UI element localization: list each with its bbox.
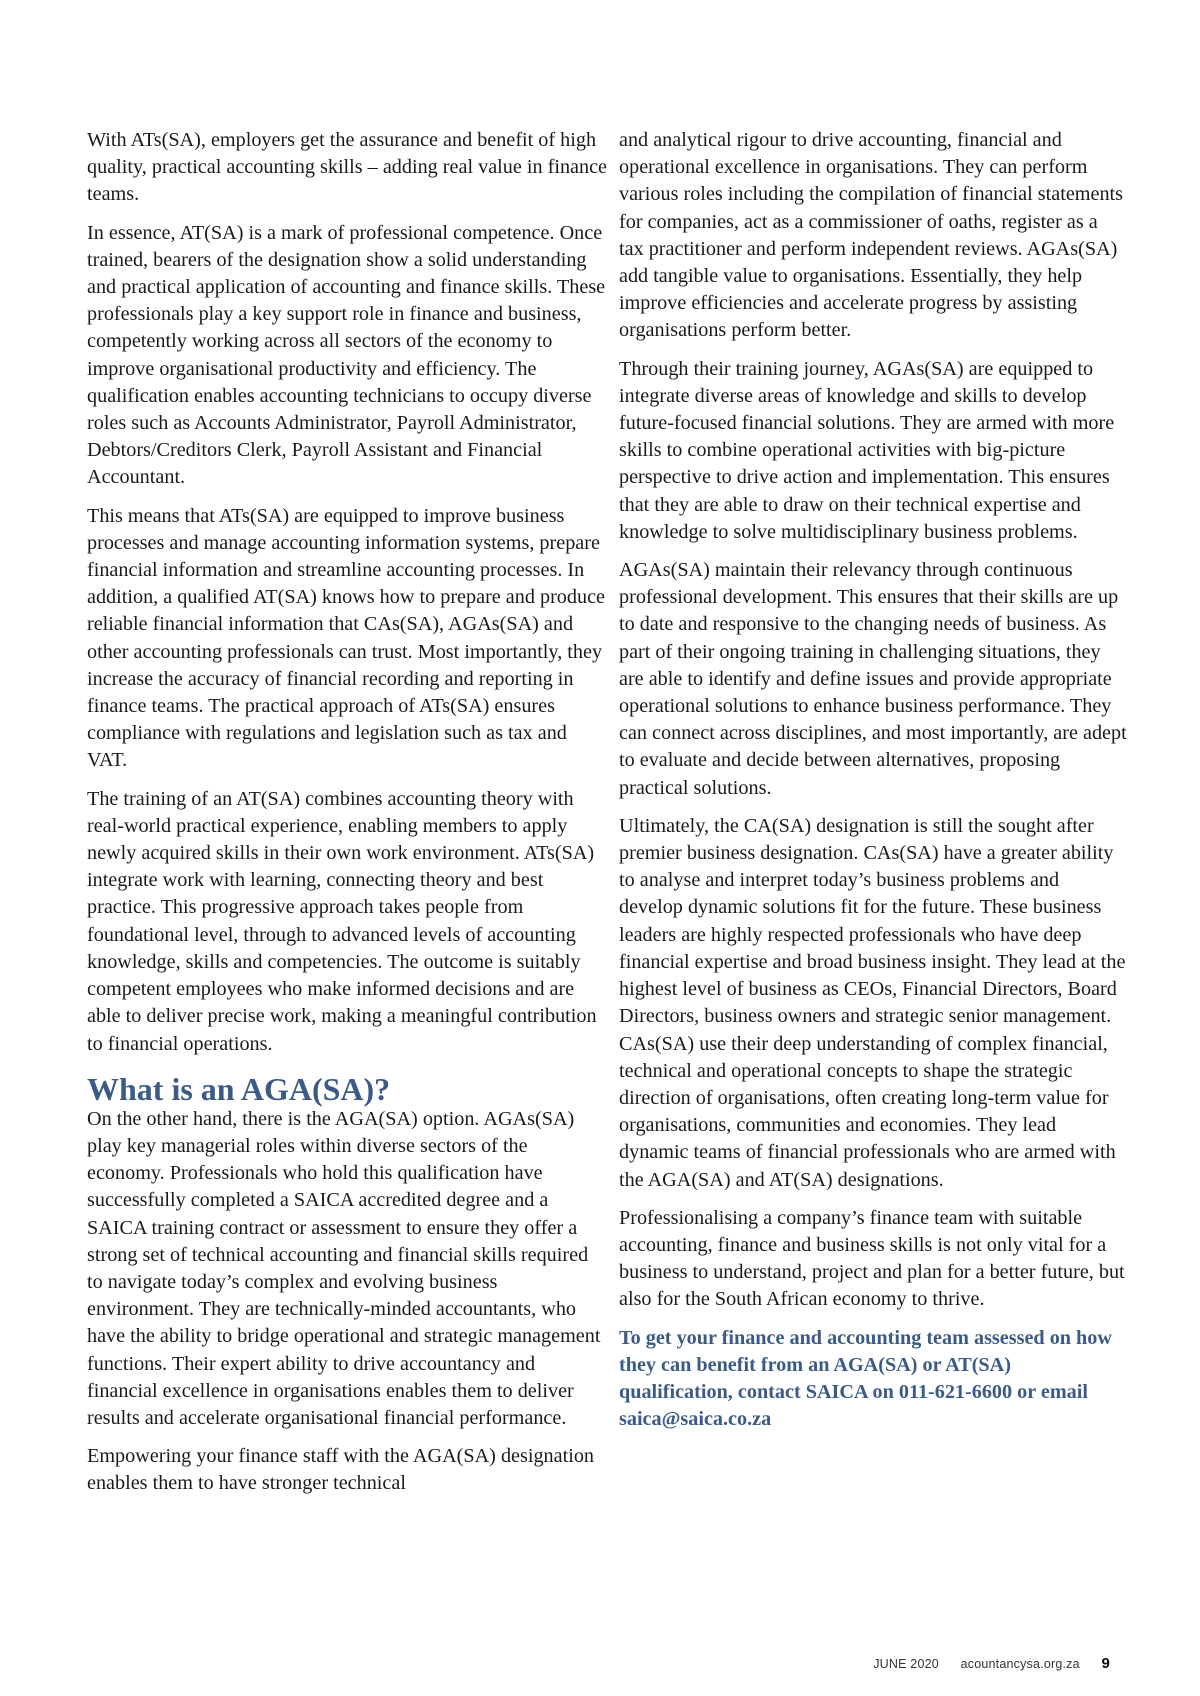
call-to-action: To get your finance and accounting team assessed on how they can benefit from an AGA(SA) or AT(SA) qualification, contact SAICA on 011-621-6600 or email saica@saica.co.za <box>619 1326 1112 1431</box>
paragraph: Professionalising a company’s finance team with suitable accounting, finance and business skills is not only vital for a business to understand, project and plan for a better future, but also for the South African economy to thrive. <box>619 1206 1125 1311</box>
website-link[interactable]: acountancysa.org.za <box>960 1657 1080 1671</box>
paragraph: AGAs(SA) maintain their relevancy through continuous professional development. This ensures that their skills are up to date and responsive to the changing needs of business. As part of their ongoing training in challenging situations, they are able to identify and define issues and provide appropriate operational solutions to enhance business performance. They can connect across disciplines, and most importantly, are adept to evaluate and decide between alternatives, proposing practical solutions. <box>619 559 1127 799</box>
paragraph: Empowering your finance staff with the AGA(SA) designation enables them to have stronger technical <box>87 1445 595 1495</box>
paragraph: This means that ATs(SA) are equipped to improve business processes and manage accounting information systems, prepare financial information and streamline accounting processes. In addition, a qualified AT(SA) knows how to prepare and produce reliable financial information that CAs(SA), AGAs(SA) and other accounting professionals can trust. Most importantly, they increase the accuracy of financial recording and reporting in finance teams. The practical approach of ATs(SA) ensures compliance with regulations and legislation such as tax and VAT. <box>87 504 606 772</box>
page-number: 9 <box>1101 1655 1110 1672</box>
paragraph: The training of an AT(SA) combines accounting theory with real-world practical experience, enabling members to apply newly acquired skills in their own work environment. ATs(SA) integrate work with learning, connecting theory and best practice. This progressive approach takes people from foundational level, through to advanced levels of accounting knowledge, skills and competencies. The outcome is suitably competent employees who make informed decisions and are able to deliver precise work, making a meaningful contribution to financial operations. <box>87 787 597 1055</box>
paragraph: and analytical rigour to drive accounting, financial and operational excellence in organisations. They can perform various roles including the compilation of financial statements for companies, act as a commissioner of oaths, register as a tax practitioner and perform independent reviews. AGAs(SA) add tangible value to organisations. Essentially, they help improve efficiencies and accelerate progress by assisting organisations perform better. <box>619 129 1123 342</box>
page-footer <box>855 1655 1110 1672</box>
left-column <box>87 127 607 1509</box>
paragraph: On the other hand, there is the AGA(SA) option. AGAs(SA) play key managerial roles within diverse sectors of the economy. Professionals who hold this qualification have successfully completed a SAICA accredited degree and a SAICA training contract or assessment to ensure they offer a strong set of technical accounting and financial skills required to navigate today’s complex and evolving business environment. They are technically-minded accountants, who have the ability to bridge operational and strategic management functions. Their expert ability to drive accountancy and financial excellence in organisations enables them to deliver results and accelerate organisational financial performance. <box>87 1107 601 1429</box>
paragraph: With ATs(SA), employers get the assurance and benefit of high quality, practical accounting skills – adding real value in finance teams. <box>87 129 608 206</box>
issue-date: JUNE 2020 <box>873 1657 939 1671</box>
paragraph: Ultimately, the CA(SA) designation is still the sought after premier business designation. CAs(SA) have a greater ability to analyse and interpret today’s business problems and develop dynamic solutions fit for the future. These business leaders are highly respected professionals who have deep financial expertise and broad business insight. They lead at the highest level of business as CEOs, Financial Directors, Board Directors, business owners and strategic senior management. CAs(SA) use their deep understanding of complex financial, technical and operational concepts to shape the strategic direction of organisations, often creating long-term value for organisations, communities and economies. They lead dynamic teams of financial professionals who are armed with the AGA(SA) and AT(SA) designations. <box>619 814 1126 1191</box>
right-column <box>619 127 1127 1444</box>
section-heading: What is an AGA(SA)? <box>87 1070 391 1107</box>
paragraph: In essence, AT(SA) is a mark of professional competence. Once trained, bearers of the designation show a solid understanding and practical application of accounting and finance skills. These professionals play a key support role in finance and business, competently working across all sectors of the economy to improve organisational productivity and efficiency. The qualification enables accounting technicians to occupy diverse roles such as Accounts Administrator, Payroll Administrator, Debtors/Creditors Clerk, Payroll Assistant and Financial Accountant. <box>87 221 606 489</box>
paragraph: Through their training journey, AGAs(SA) are equipped to integrate diverse areas of knowledge and skills to develop future-focused financial solutions. They are armed with more skills to combine operational activities with big-picture perspective to drive action and implementation. This ensures that they are able to draw on their technical expertise and knowledge to solve multidisciplinary business problems. <box>619 357 1115 543</box>
